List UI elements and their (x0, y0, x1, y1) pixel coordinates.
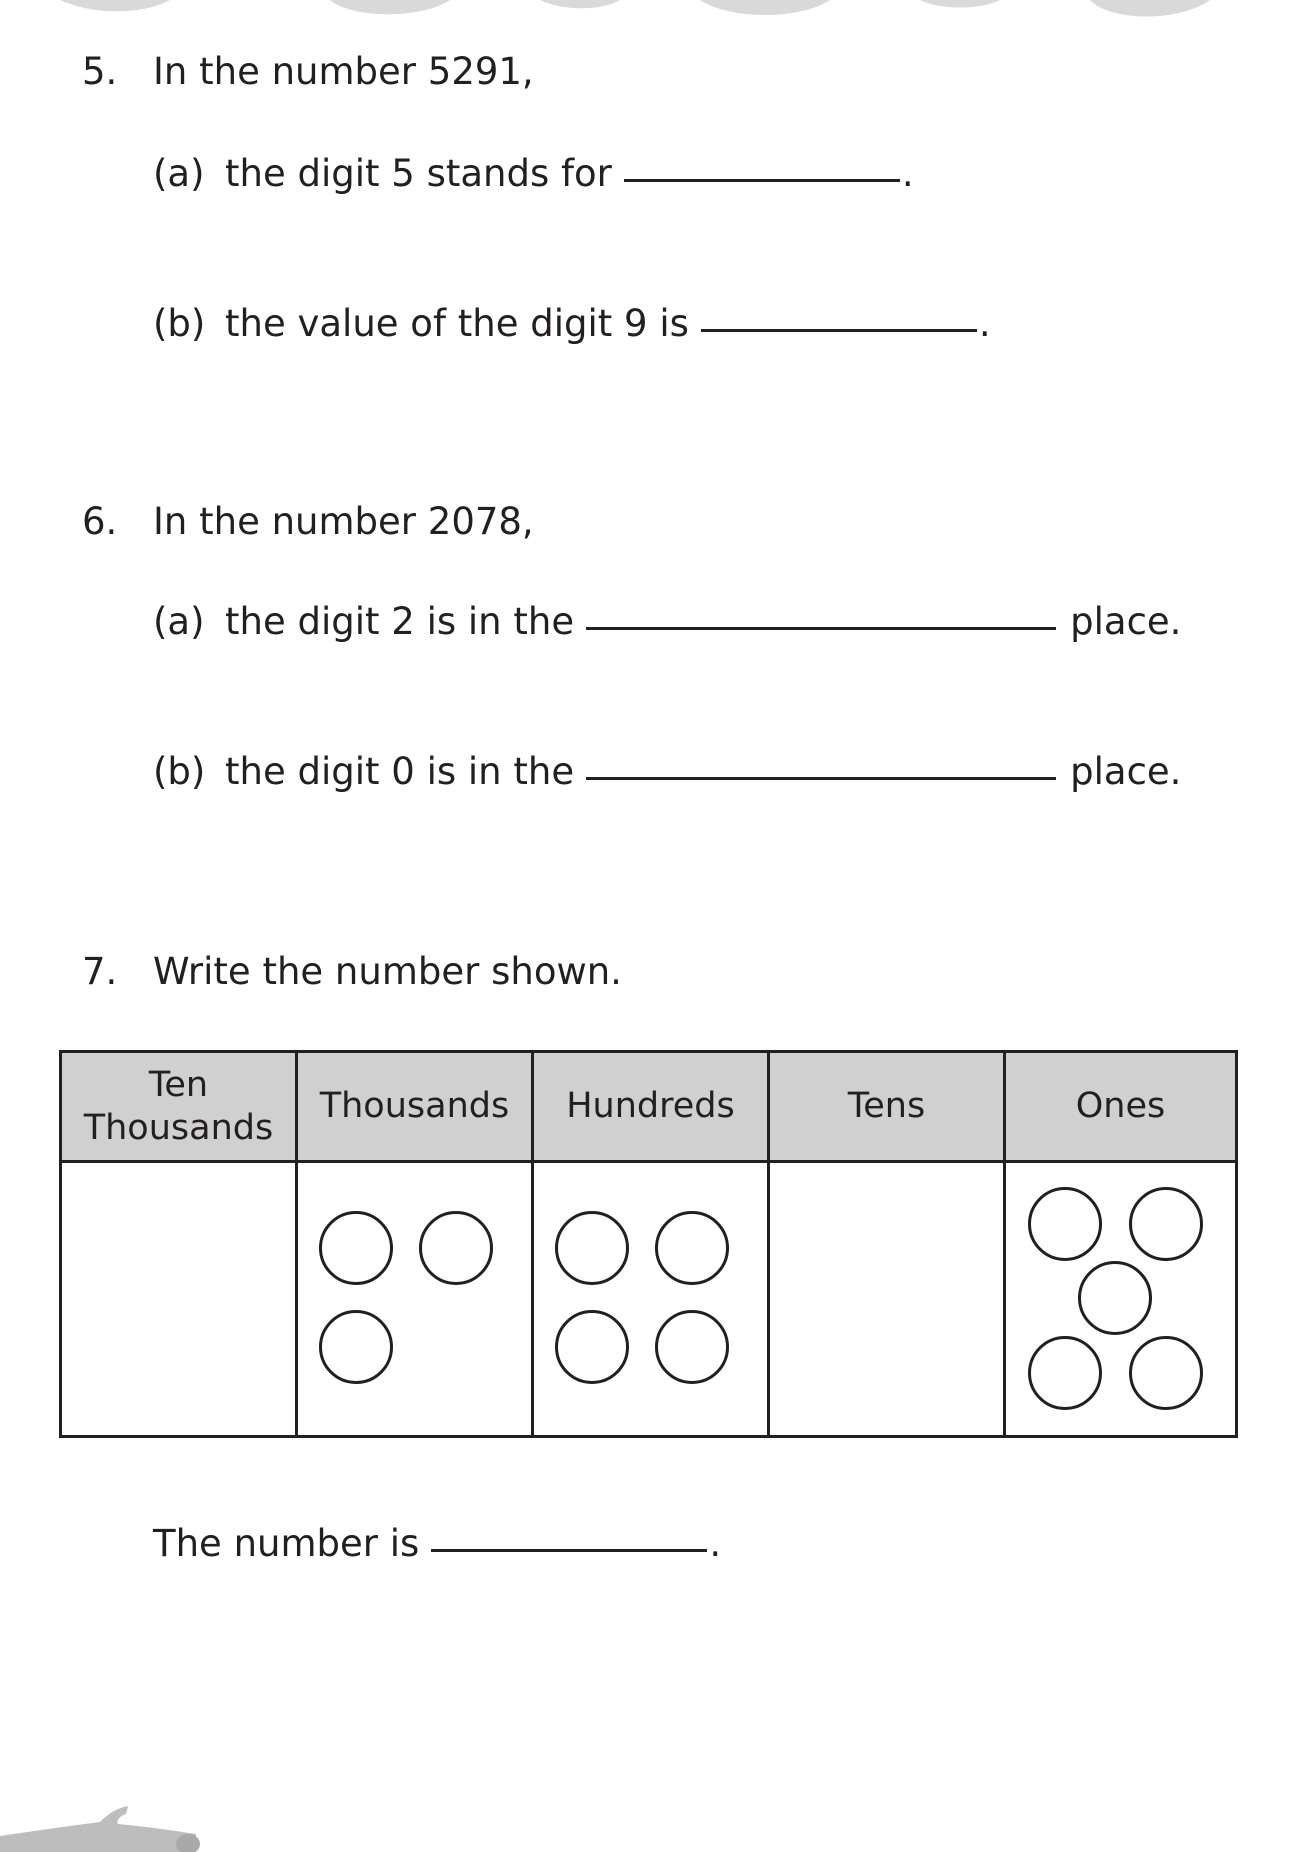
place-value-counter (1129, 1187, 1203, 1261)
part-label: (b) (153, 302, 206, 345)
place-value-counter (555, 1211, 629, 1285)
header-row (61, 1052, 1237, 1162)
part-label: (b) (153, 750, 206, 793)
question-number: 7. (82, 950, 118, 993)
place-value-chart (59, 1050, 1238, 1438)
header-thousands: Thousands (297, 1052, 533, 1162)
header-hundreds: Hundreds (533, 1052, 769, 1162)
counters-row (61, 1162, 1237, 1437)
question-5a (153, 152, 914, 195)
part-text: the value of the digit 9 is (225, 302, 689, 345)
answer-end: . (709, 1522, 722, 1565)
answer-blank[interactable] (701, 329, 977, 332)
cell-tens (769, 1162, 1005, 1437)
place-value-counter (319, 1211, 393, 1285)
question-6b (153, 750, 1181, 793)
header-ones: Ones (1005, 1052, 1237, 1162)
place-value-counter (1129, 1336, 1203, 1410)
answer-blank[interactable] (431, 1549, 707, 1552)
part-text: the digit 2 is in the (225, 600, 575, 643)
header-line: Thousands (83, 1107, 274, 1148)
part-end: place. (1070, 750, 1182, 793)
place-value-counter (655, 1310, 729, 1384)
cell-ones (1005, 1162, 1237, 1437)
part-end: place. (1070, 600, 1182, 643)
cell-hundreds (533, 1162, 769, 1437)
place-value-counter (319, 1310, 393, 1384)
place-value-counter (1028, 1187, 1102, 1261)
part-label: (a) (153, 600, 205, 643)
branch-decoration (0, 1800, 220, 1852)
question-6a (153, 600, 1181, 643)
answer-prompt: The number is (153, 1522, 420, 1565)
place-value-counter (555, 1310, 629, 1384)
place-value-counter (1028, 1336, 1102, 1410)
part-end: . (978, 302, 991, 345)
header-tens: Tens (769, 1052, 1005, 1162)
answer-blank[interactable] (586, 627, 1056, 630)
part-end: . (901, 152, 914, 195)
cell-ten-thousands (61, 1162, 297, 1437)
question-5b (153, 302, 991, 345)
question-text: In the number 2078, (153, 500, 534, 543)
header-ten-thousands (61, 1052, 297, 1162)
question-number: 5. (82, 50, 118, 93)
part-label: (a) (153, 152, 205, 195)
question-text: In the number 5291, (153, 50, 534, 93)
question-7-answer (153, 1522, 721, 1565)
answer-blank[interactable] (586, 777, 1056, 780)
answer-blank[interactable] (624, 179, 900, 182)
header-line: Ten (148, 1064, 209, 1105)
question-number: 6. (82, 500, 118, 543)
place-value-counter (419, 1211, 493, 1285)
question-text: Write the number shown. (153, 950, 622, 993)
part-text: the digit 0 is in the (225, 750, 575, 793)
place-value-counter (1078, 1261, 1152, 1335)
cell-thousands (297, 1162, 533, 1437)
place-value-counter (655, 1211, 729, 1285)
top-border-decoration (0, 0, 1301, 24)
part-text: the digit 5 stands for (225, 152, 612, 195)
